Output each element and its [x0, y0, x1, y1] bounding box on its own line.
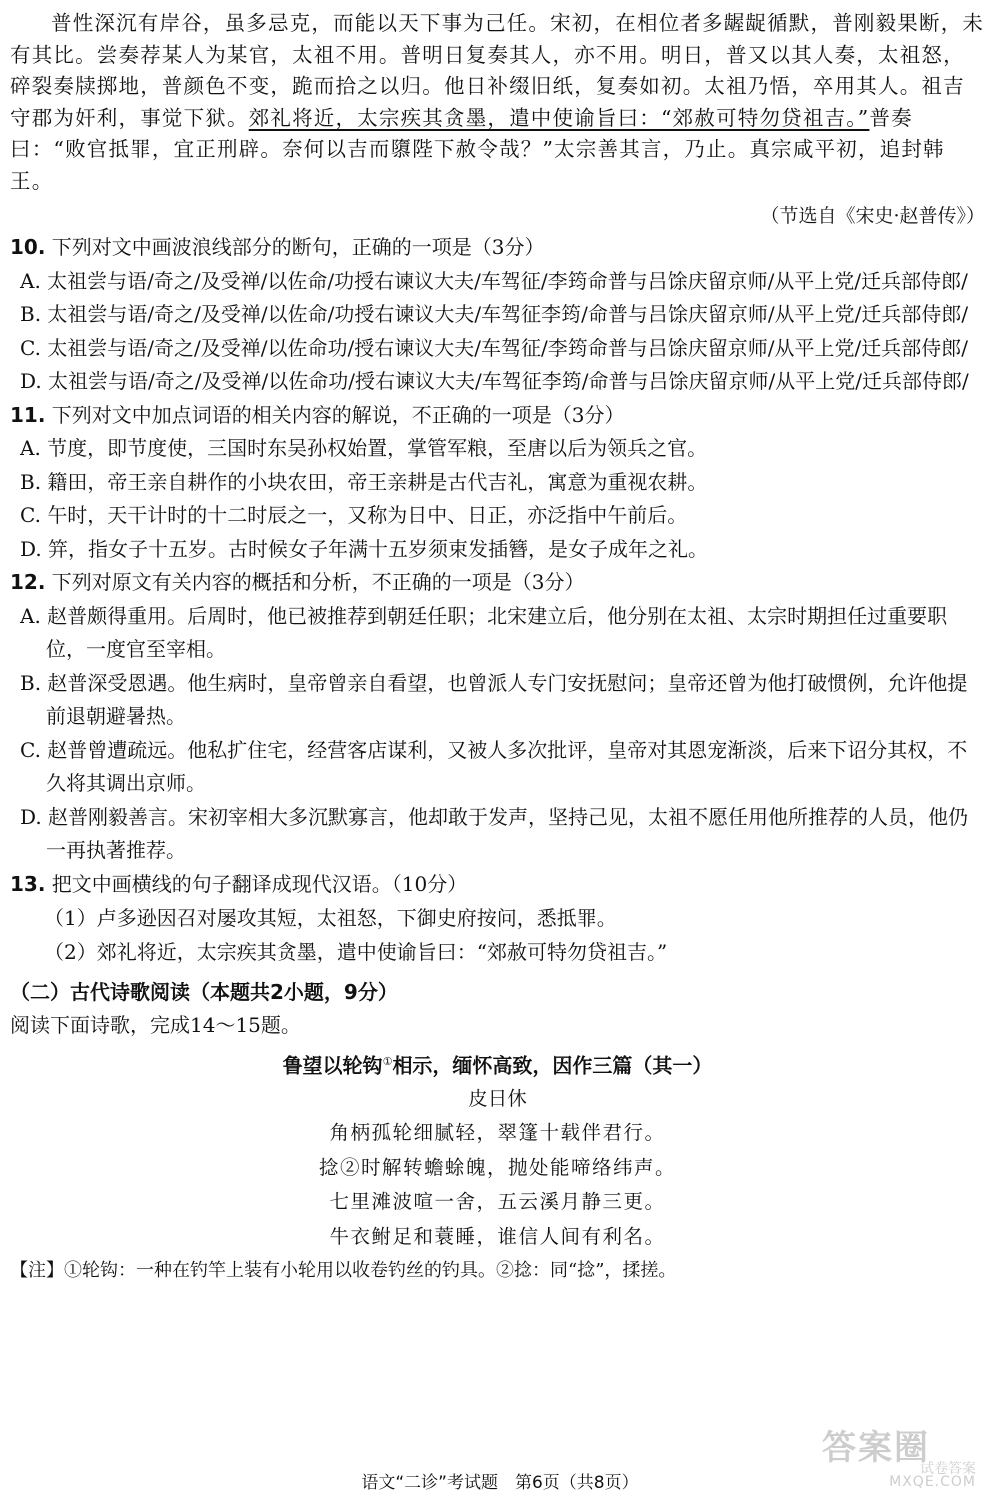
option-label: A. — [20, 603, 41, 628]
question-number: 11. — [10, 402, 46, 427]
poem-note: 【注】①轮钩：一种在钓竿上装有小轮用以收卷钓丝的钓具。②捻：同“捻”，揉搓。 — [10, 1260, 677, 1282]
question-10-option-b — [10, 298, 985, 332]
option-text: 赵普刚毅善言。宋初宰相大多沉默寡言，他却敢于发声，坚持己见，太祖不愿任用他所推荐的人员，他仍一再执著推荐。 — [46, 804, 969, 862]
question-11-option-d — [10, 533, 985, 567]
poem-title-rest: 相示，缅怀高致，因作三篇（其一） — [392, 1053, 713, 1078]
poem-line: 角柄孤轮细腻轻，翠篷十载伴君行。 — [329, 1121, 666, 1145]
option-label: B. — [20, 469, 42, 494]
question-11-stem — [10, 399, 985, 433]
passage-underlined-sentence: 郊礼将近，太宗疾其贪墨，遣中使谕旨曰：“郊赦可特勿贷祖吉。” — [248, 105, 870, 130]
sub-label: （2） — [44, 940, 97, 964]
option-text: 籍田，帝王亲自耕作的小块农田，帝王亲耕是古代吉礼，寓意为重视农耕。 — [47, 469, 708, 494]
question-12-option-c — [10, 734, 985, 801]
question-10-option-c — [10, 332, 985, 366]
poem-title — [10, 1045, 985, 1083]
option-label: D. — [20, 536, 42, 561]
question-10-option-d — [10, 365, 985, 399]
passage-paragraph — [10, 8, 985, 197]
question-11-option-c — [10, 499, 985, 533]
option-text: 太祖尝与语/奇之/及受禅/以佐命/功授右谏议大夫/车驾征李筠/命普与吕馀庆留京师/从平上党/迁兵部侍郎/ — [47, 302, 969, 326]
question-11-option-b — [10, 466, 985, 500]
option-label: C. — [20, 503, 41, 527]
option-text: 节度，即节度使，三国时东吴孙权始置，掌管军粮，至唐以后为领兵之官。 — [47, 436, 708, 460]
question-13-sub-2 — [10, 935, 985, 969]
page-footer: 语文“二诊”考试题 第6页（共8页） — [361, 1473, 639, 1493]
question-number: 10. — [10, 235, 46, 259]
question-number: 12. — [10, 570, 46, 594]
sub-text: 卢多逊因召对屡攻其短，太祖怒，下御史府按问，悉抵罪。 — [96, 906, 617, 930]
option-label: B. — [20, 670, 42, 695]
question-12-option-a — [10, 600, 985, 667]
question-text: 下列对文中加点词语的相关内容的解说，不正确的一项是（3分） — [51, 402, 625, 427]
question-text: 下列对文中画波浪线部分的断句，正确的一项是（3分） — [51, 235, 545, 259]
exam-page — [10, 8, 985, 1286]
poem-title-footnote-mark: ① — [382, 1054, 393, 1068]
section-heading-poetry: （二）古代诗歌阅读（本题共2小题，9分） — [10, 980, 398, 1004]
option-text: 赵普曾遭疏远。他私扩住宅，经营客店谋利，又被人多次批评，皇帝对其恩宠渐淡，后来下诏分其权，不久将其调出京师。 — [46, 737, 968, 795]
watermark-main-text: 答案圈 — [822, 1428, 930, 1468]
poem-line: 牛衣鲋足和蓑睡，谁信人间有利名。 — [329, 1224, 666, 1248]
poem-line: 捻②时解转蟾蜍魄，抛处能啼络纬声。 — [318, 1155, 676, 1179]
option-label: C. — [20, 335, 41, 360]
option-text: 午时，天干计时的十二时辰之一，又称为日中、日正，亦泛指中午前后。 — [47, 503, 688, 527]
watermark-domain: MXQE.COM — [889, 1474, 976, 1490]
question-12-option-d — [10, 801, 985, 868]
question-number: 13. — [10, 871, 46, 896]
question-12-stem — [10, 566, 985, 600]
question-10-option-a — [10, 265, 985, 299]
passage-text-before: 普性深沉有岸谷，虽多忌克，而能以天下事为己任。宋初，在相位者多龌龊循默，普刚毅果断，未有其比。尝奏荐某人为某官，太祖不用。普明日复奏其人，亦不用。明日，普又以其人奏，太祖怒，碎裂奏牍掷地，普颜色不变，跪而拾之以归。他日补缀旧纸，复奏如初。太祖乃悟，卒用其人。祖吉守郡为奸利，事觉下狱。 — [10, 11, 985, 130]
question-11-option-a — [10, 432, 985, 466]
question-text: 下列对原文有关内容的概括和分析，不正确的一项是（3分） — [51, 570, 585, 594]
sub-label: （1） — [44, 906, 97, 930]
option-text: 赵普颇得重用。后周时，他已被推荐到朝廷任职；北宋建立后，他分别在太祖、太宗时期担任过重要职位，一度官至宰相。 — [46, 603, 948, 661]
sub-text: 郊礼将近，太宗疾其贪墨，遣中使谕旨曰：“郊赦可特勿贷祖吉。” — [96, 940, 668, 964]
option-label: A. — [20, 436, 41, 460]
option-text: 太祖尝与语/奇之/及受禅/以佐命功/授右谏议大夫/车驾征李筠/命普与吕馀庆留京师/从平上党/迁兵部侍郎/ — [48, 369, 969, 393]
option-label: C. — [20, 737, 41, 762]
option-label: B. — [20, 302, 42, 326]
option-text: 太祖尝与语/奇之/及受禅/以佐命/功授右谏议大夫/车驾征/李筠命普与吕馀庆留京师/从平上党/迁兵部侍郎/ — [47, 268, 968, 293]
poem-title-main: 鲁望以轮钩 — [282, 1053, 383, 1078]
poem-line: 七里滩波喧一舍，五云溪月静三更。 — [329, 1190, 666, 1214]
watermark-sub-text: 试卷答案 — [920, 1461, 976, 1477]
passage-source: （节选自《宋史·赵普传》） — [760, 205, 985, 227]
poem-author: 皮日休 — [468, 1087, 527, 1111]
question-13-stem — [10, 868, 985, 902]
poetry-instruction: 阅读下面诗歌，完成14～15题。 — [10, 1013, 301, 1037]
option-label: D. — [20, 369, 42, 393]
question-12-option-b — [10, 667, 985, 734]
option-text: 太祖尝与语/奇之/及受禅/以佐命功/授右谏议大夫/车驾征/李筠命普与吕馀庆留京师/从平上党/迁兵部侍郎/ — [47, 335, 968, 360]
question-text: 把文中画横线的句子翻译成现代汉语。（10分） — [51, 871, 468, 896]
question-13-sub-1 — [10, 901, 985, 935]
passage-text-after: 普奏曰：“败官抵罪，宜正刑辟。奈何以吉而隳陛下赦令哉？”太宗善其言，乃止。真宗咸平初，追封韩王。 — [10, 105, 945, 193]
option-text: 赵普深受恩遇。他生病时，皇帝曾亲自看望，也曾派人专门安抚慰问；皇帝还曾为他打破惯例，允许他提前退朝避暑热。 — [46, 670, 968, 728]
option-label: A. — [20, 268, 41, 293]
option-label: D. — [20, 804, 42, 829]
question-10-stem — [10, 231, 985, 265]
option-text: 笄，指女子十五岁。古时候女子年满十五岁须束发插簪，是女子成年之礼。 — [48, 536, 709, 561]
